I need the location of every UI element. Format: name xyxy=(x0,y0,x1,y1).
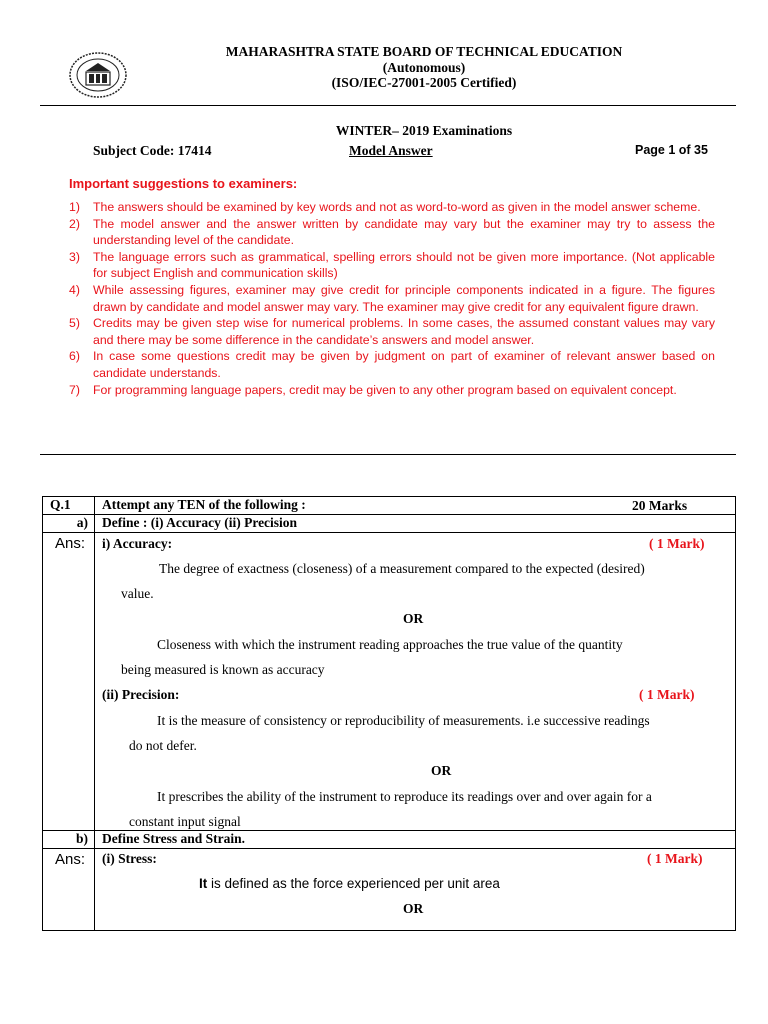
msbte-logo xyxy=(68,51,128,99)
suggestion-item: 6) In case some questions credit may be given by judgment on part of examiner of relevant answer based on candidate understands. xyxy=(69,349,715,380)
precision-def2-line1: It prescribes the ability of the instrument to reproduce its readings over and over again for a xyxy=(157,789,652,804)
page-number: Page 1 of 35 xyxy=(635,143,708,157)
stress-mark: ( 1 Mark) xyxy=(647,851,703,866)
precision-heading: (ii) Precision: xyxy=(102,687,180,702)
part-a-title: Define : (i) Accuracy (ii) Precision xyxy=(95,515,736,533)
suggestion-item: 3) The language errors such as grammatical, spelling errors should not be given more importance. (Not applicable for subject English and communication skills) xyxy=(69,249,715,281)
suggestion-item: 1) The answers should be examined by key words and not as word-to-word as given in the model answer scheme. xyxy=(69,200,701,214)
accuracy-def2-line2: being measured is known as accuracy xyxy=(121,662,325,677)
or-divider-1: OR xyxy=(403,611,424,626)
subject-code: Subject Code: 17414 xyxy=(93,143,212,158)
suggestion-item: 7) For programming language papers, credit may be given to any other program based on equivalent concept. xyxy=(69,382,677,397)
stress-heading: (i) Stress: xyxy=(102,851,157,866)
precision-def1-line2: do not defer. xyxy=(129,738,197,753)
suggestions-list xyxy=(69,199,715,398)
accuracy-heading: i) Accuracy: xyxy=(102,536,173,551)
part-b-title: Define Stress and Strain. xyxy=(95,831,736,849)
question-marks: 20 Marks xyxy=(632,498,688,513)
suggestion-item: 4) While assessing figures, examiner may give credit for principle components indicated in a figure. The figures drawn by candidate and model answer may vary. The examiner may give credit for any equivalent figure drawn. xyxy=(69,282,715,314)
suggestion-item: 2) The model answer and the answer written by candidate may vary but the examiner may try to assess the understanding level of the candidate. xyxy=(69,216,715,248)
question-instruction: Attempt any TEN of the following : xyxy=(102,497,306,512)
accuracy-def1-line1: The degree of exactness (closeness) of a measurement compared to the expected (desired) xyxy=(159,561,645,576)
stress-definition: It is defined as the force experienced per unit area xyxy=(199,876,500,891)
model-answer-label: Model Answer xyxy=(349,143,433,158)
or-divider-3: OR xyxy=(403,901,424,916)
question-table xyxy=(42,496,736,931)
part-b-label: b) xyxy=(43,831,95,849)
precision-def1-line1: It is the measure of consistency or reproducibility of measurements. i.e successive readings xyxy=(157,713,650,728)
question-number: Q.1 xyxy=(43,497,95,515)
suggestion-item: 5) Credits may be given step wise for numerical problems. In some cases, the assumed constant values may vary and there may be some difference in the candidate’s answers and model answer. xyxy=(69,316,715,347)
accuracy-mark: ( 1 Mark) xyxy=(649,536,705,551)
ans-label: Ans: xyxy=(43,533,95,831)
or-divider-2: OR xyxy=(431,763,452,778)
answer-b-cell xyxy=(95,849,736,931)
exam-title: WINTER– 2019 Examinations xyxy=(335,123,513,138)
suggestions-heading: Important suggestions to examiners: xyxy=(69,176,298,191)
ans-label: Ans: xyxy=(43,849,95,931)
suggestions-rule xyxy=(40,454,736,455)
autonomous-label: (Autonomous) xyxy=(382,60,466,75)
part-a-label: a) xyxy=(43,515,95,533)
answer-a-cell xyxy=(95,533,736,831)
question-instruction-cell xyxy=(95,497,736,515)
precision-mark: ( 1 Mark) xyxy=(639,687,695,702)
header-rule xyxy=(40,105,736,106)
precision-def2-line2: constant input signal xyxy=(129,814,241,829)
accuracy-def2-line1: Closeness with which the instrument reading approaches the true value of the quantity xyxy=(157,637,623,652)
board-name: MAHARASHTRA STATE BOARD OF TECHNICAL EDUCATION xyxy=(225,44,623,59)
accuracy-def1-line2: value. xyxy=(121,586,154,601)
certification-label: (ISO/IEC-27001-2005 Certified) xyxy=(331,75,517,90)
